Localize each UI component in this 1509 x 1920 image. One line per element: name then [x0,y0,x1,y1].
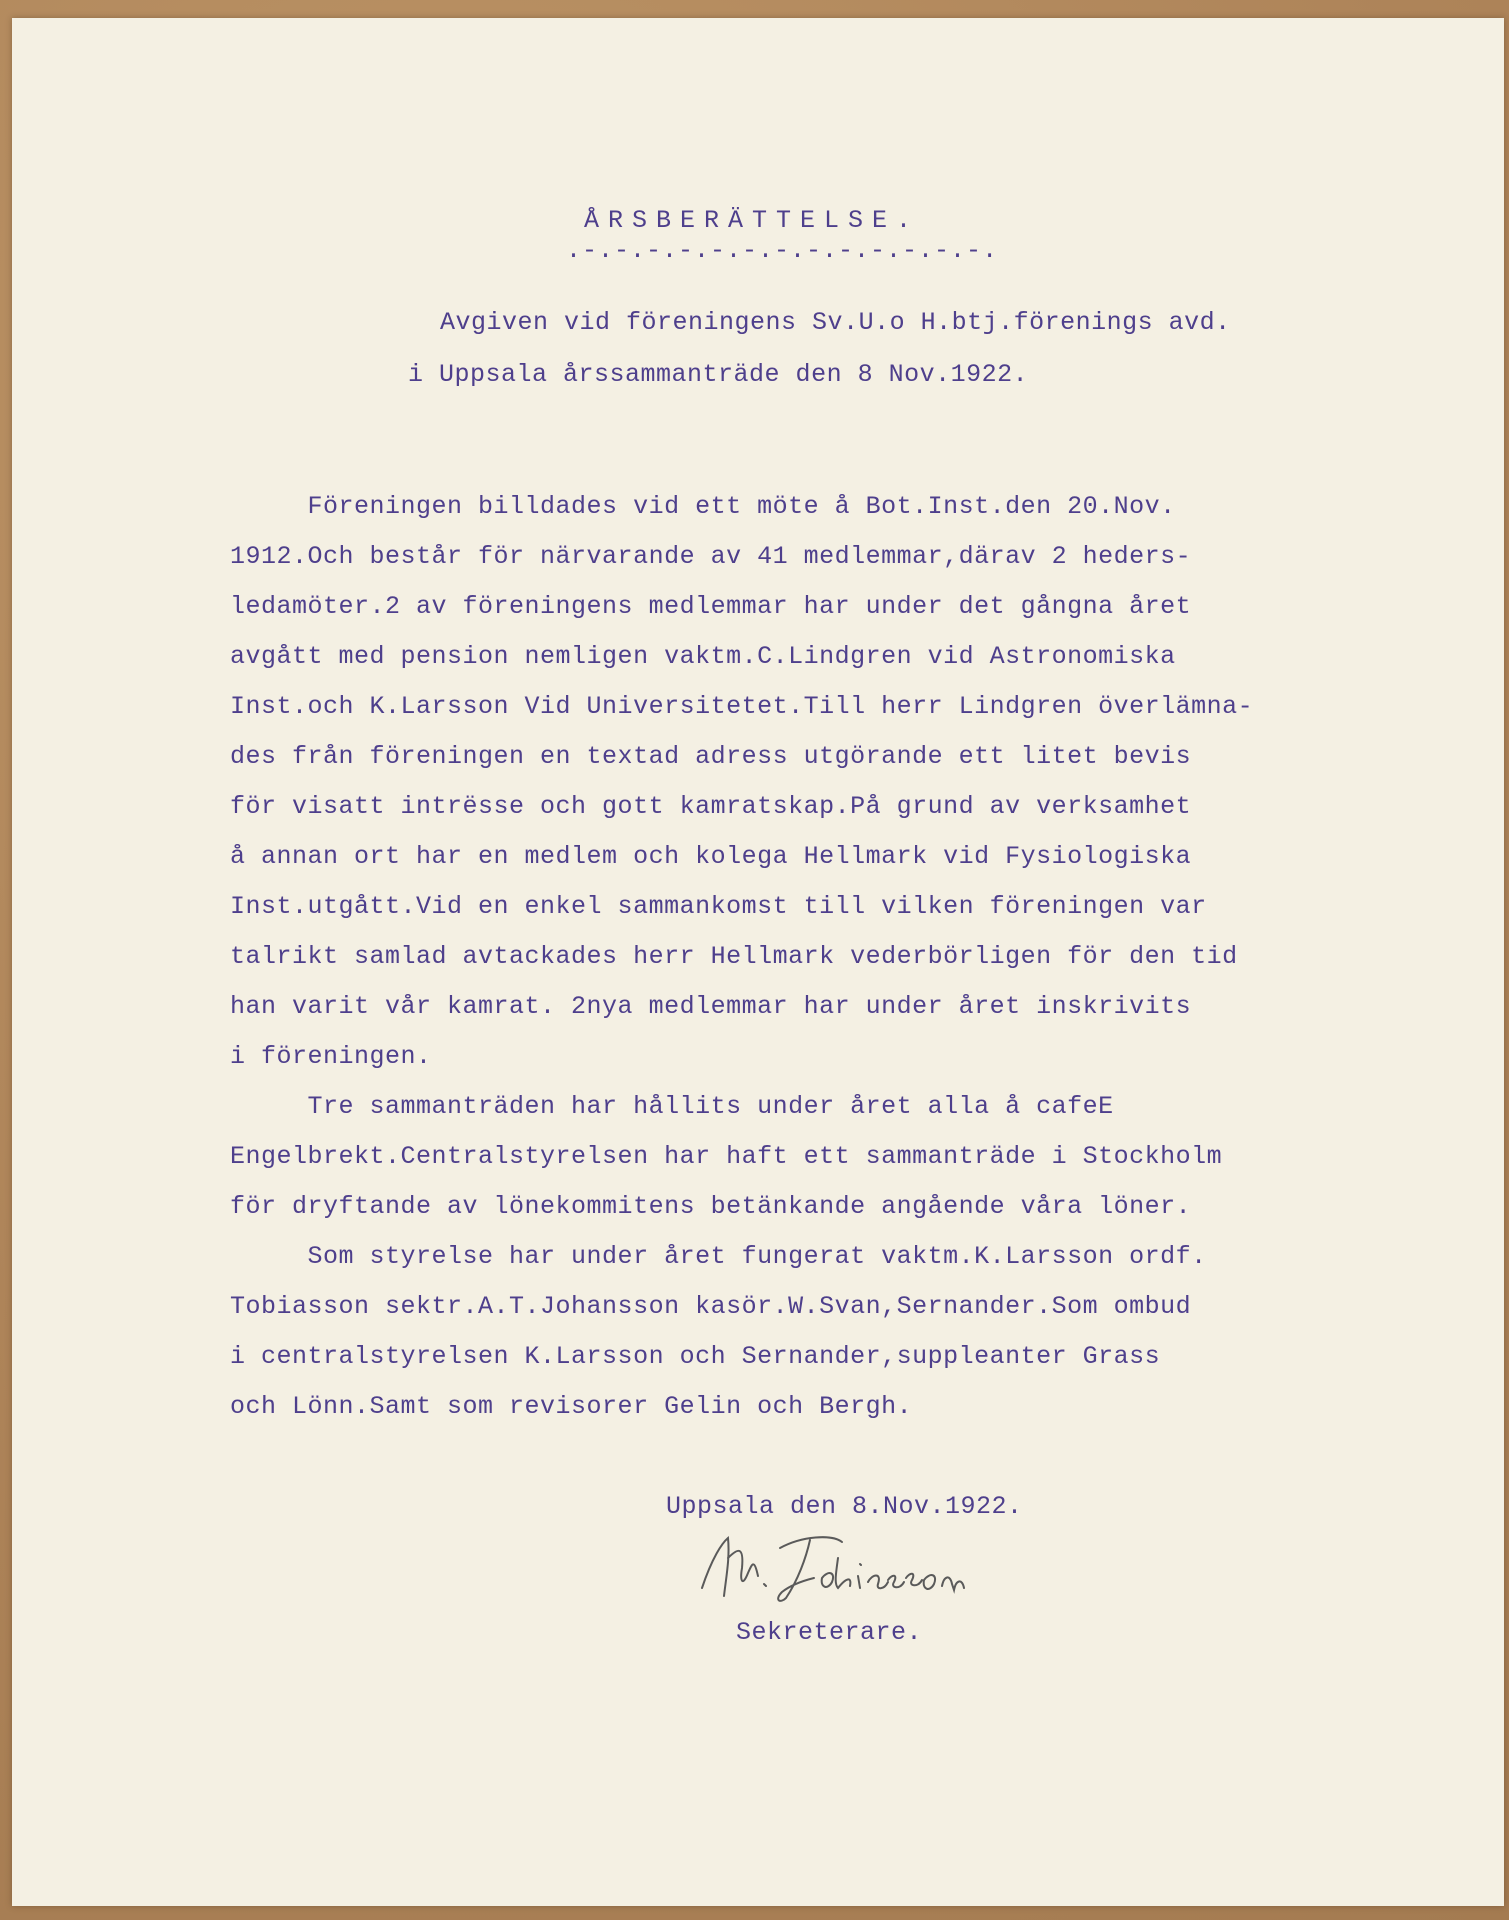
subtitle-line-2: i Uppsala årssammanträde den 8 Nov.1922. [408,360,1029,389]
body-line: talrikt samlad avtackades herr Hellmark vederbörligen för den tid [230,942,1238,971]
place-date: Uppsala den 8.Nov.1922. [666,1492,1023,1521]
body-line: Tobiasson sektr.A.T.Johansson kasör.W.Svan,Sernander.Som ombud [230,1292,1192,1321]
body-line: å annan ort har en medlem och kolega Hellmark vid Fysiologiska [230,842,1192,871]
body-line: Engelbrekt.Centralstyrelsen har haft ett sammanträde i Stockholm [230,1142,1223,1171]
body-line: för dryftande av lönekommitens betänkande angående våra löner. [230,1192,1192,1221]
body-line: 1912.Och består för närvarande av 41 medlemmar,därav 2 heders- [230,542,1192,571]
body-line: avgått med pension nemligen vaktm.C.Lindgren vid Astronomiska [230,642,1176,671]
paper-sheet [12,18,1504,1906]
handwritten-signature [682,1518,1012,1618]
body-line: Inst.utgått.Vid en enkel sammankomst till vilken föreningen var [230,892,1207,921]
body-line: ledamöter.2 av föreningens medlemmar har under det gångna året [230,592,1192,621]
body-line: Inst.och K.Larsson Vid Universitetet.Till herr Lindgren överlämna- [230,692,1254,721]
title-underline: .-.-.-.-.-.-.-.-.-.-.-.-.-. [566,236,999,265]
body-line: för visatt intrësse och gott kamratskap.På grund av verksamhet [230,792,1192,821]
body-line: Tre sammanträden har hållits under året alla å cafeE [230,1092,1114,1121]
body-line: och Lönn.Samt som revisorer Gelin och Bergh. [230,1392,913,1421]
body-line: i centralstyrelsen K.Larsson och Sernander,suppleanter Grass [230,1342,1161,1371]
body-line: Som styrelse har under året fungerat vaktm.K.Larsson ordf. [230,1242,1207,1271]
subtitle-line-1: Avgiven vid föreningens Sv.U.o H.btj.förenings avd. [440,308,1231,337]
body-line: des från föreningen en textad adress utgörande ett litet bevis [230,742,1192,771]
document-title: ÅRSBERÄTTELSE. [584,206,921,235]
body-line: han varit vår kamrat. 2nya medlemmar har under året inskrivits [230,992,1192,1021]
body-line: Föreningen billdades vid ett möte å Bot.Inst.den 20.Nov. [230,492,1176,521]
signatory-role: Sekreterare. [736,1618,923,1647]
body-line: i föreningen. [230,1042,432,1071]
